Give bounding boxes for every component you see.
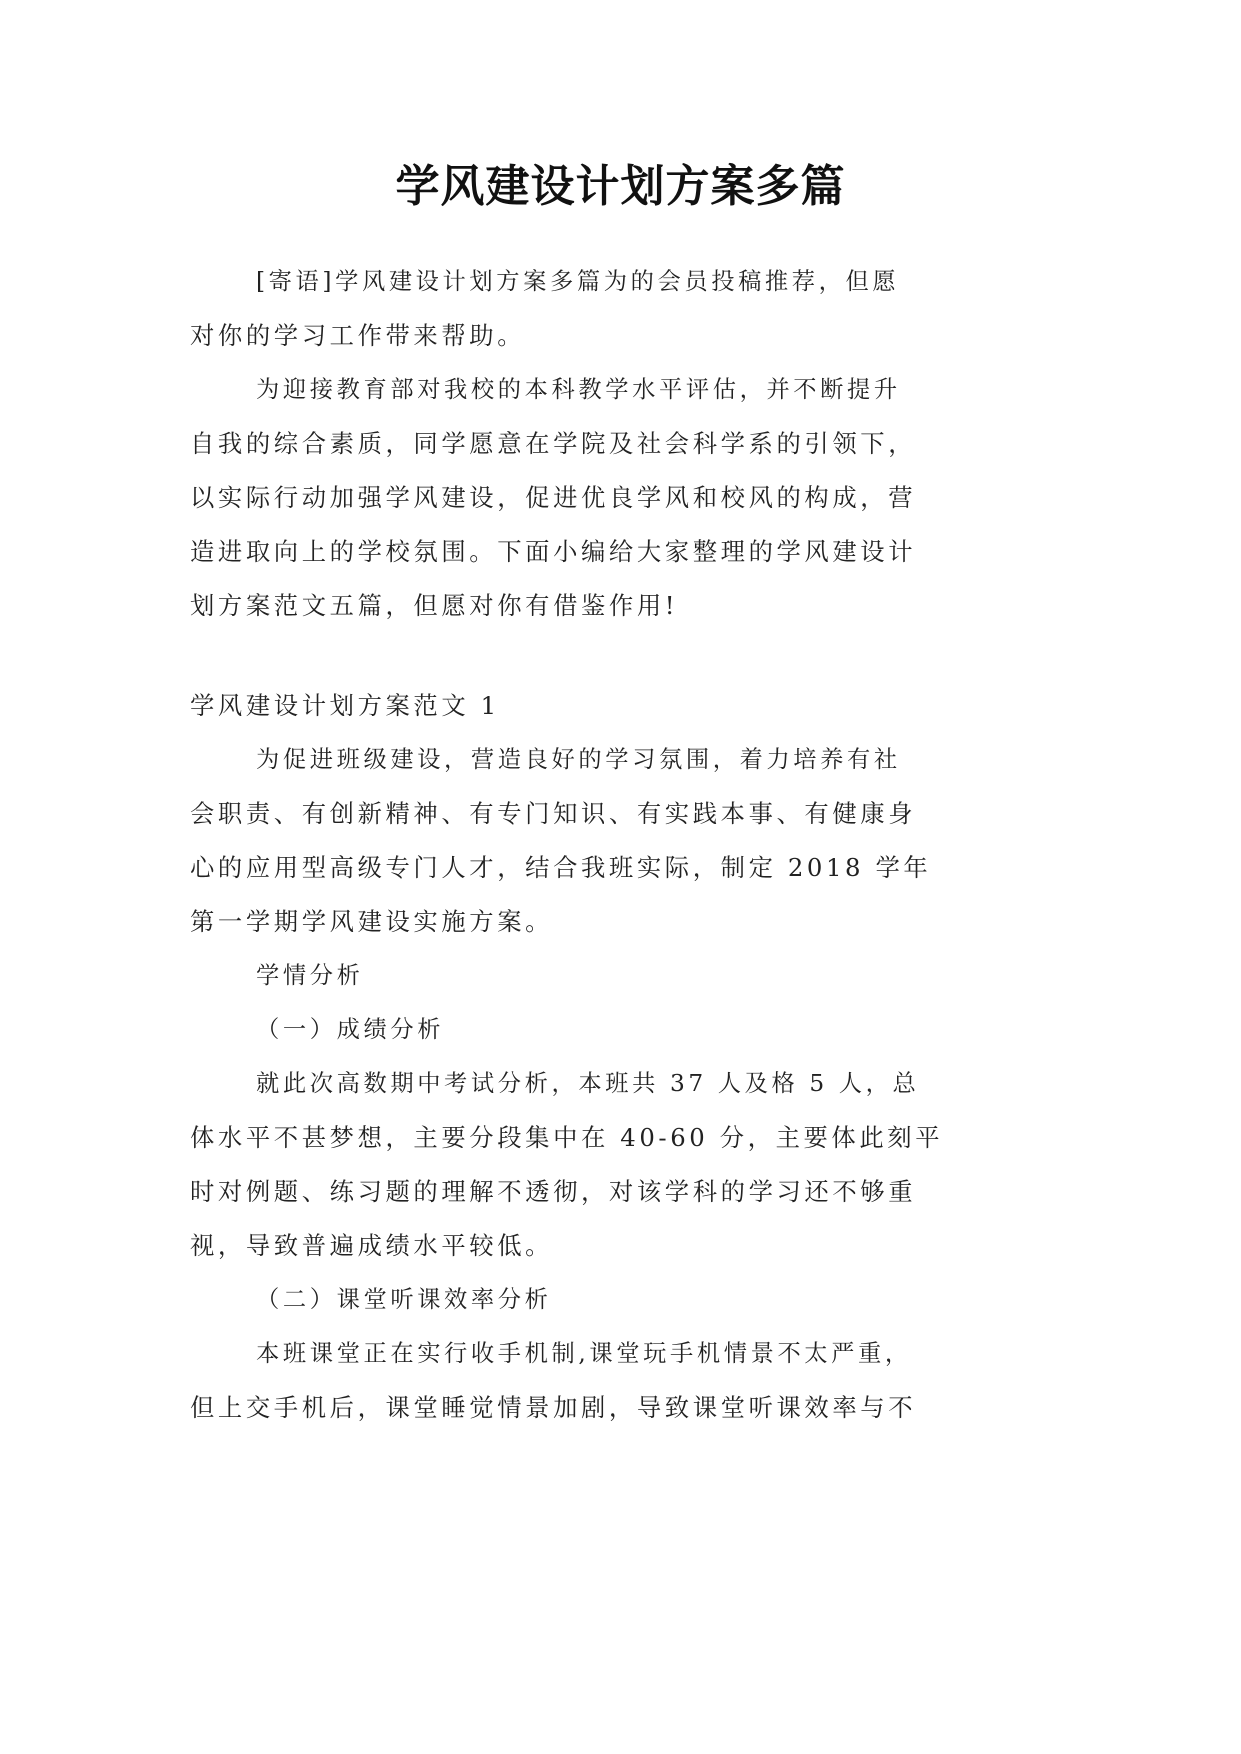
- paragraph-line: 体水平不甚梦想，主要分段集中在 40-60 分，主要体此刻平: [190, 1123, 944, 1152]
- subheading: 学情分析: [256, 962, 364, 989]
- paragraph-line: 本班课堂正在实行收手机制,课堂玩手机情景不太严重，: [256, 1340, 912, 1367]
- paragraph-line: 对你的学习工作带来帮助。: [190, 321, 526, 350]
- paragraph-line: 视，导致普遍成绩水平较低。: [190, 1231, 554, 1260]
- paragraph-line: 第一学期学风建设实施方案。: [190, 907, 554, 936]
- paragraph-line: 时对例题、练习题的理解不透彻，对该学科的学习还不够重: [190, 1177, 917, 1206]
- paragraph-line: 心的应用型高级专门人才，结合我班实际，制定 2018 学年: [190, 853, 932, 882]
- paragraph-line: [寄语]学风建设计划方案多篇为的会员投稿推荐，但愿: [256, 268, 900, 295]
- section-heading: 学风建设计划方案范文 1: [190, 691, 500, 720]
- paragraph-line: 就此次高数期中考试分析，本班共 37 人及格 5 人，总: [256, 1070, 920, 1097]
- paragraph-line: 为迎接教育部对我校的本科教学水平评估，并不断提升: [256, 376, 901, 403]
- paragraph-line: 自我的综合素质，同学愿意在学院及社会科学系的引领下，: [190, 429, 917, 458]
- document-title: 学风建设计划方案多篇: [395, 161, 846, 212]
- paragraph-line: 造进取向上的学校氛围。下面小编给大家整理的学风建设计: [190, 537, 917, 566]
- paragraph-line: 为促进班级建设，营造良好的学习氛围，着力培养有社: [256, 746, 901, 773]
- paragraph-line: 划方案范文五篇，但愿对你有借鉴作用!: [190, 591, 679, 620]
- paragraph-line: 以实际行动加强学风建设，促进优良学风和校风的构成，营: [190, 483, 917, 512]
- subheading: （二）课堂听课效率分析: [256, 1286, 552, 1313]
- subheading: （一）成绩分析: [256, 1016, 445, 1043]
- paragraph-line: 但上交手机后，课堂睡觉情景加剧，导致课堂听课效率与不: [190, 1393, 917, 1422]
- paragraph-line: 会职责、有创新精神、有专门知识、有实践本事、有健康身: [190, 799, 917, 828]
